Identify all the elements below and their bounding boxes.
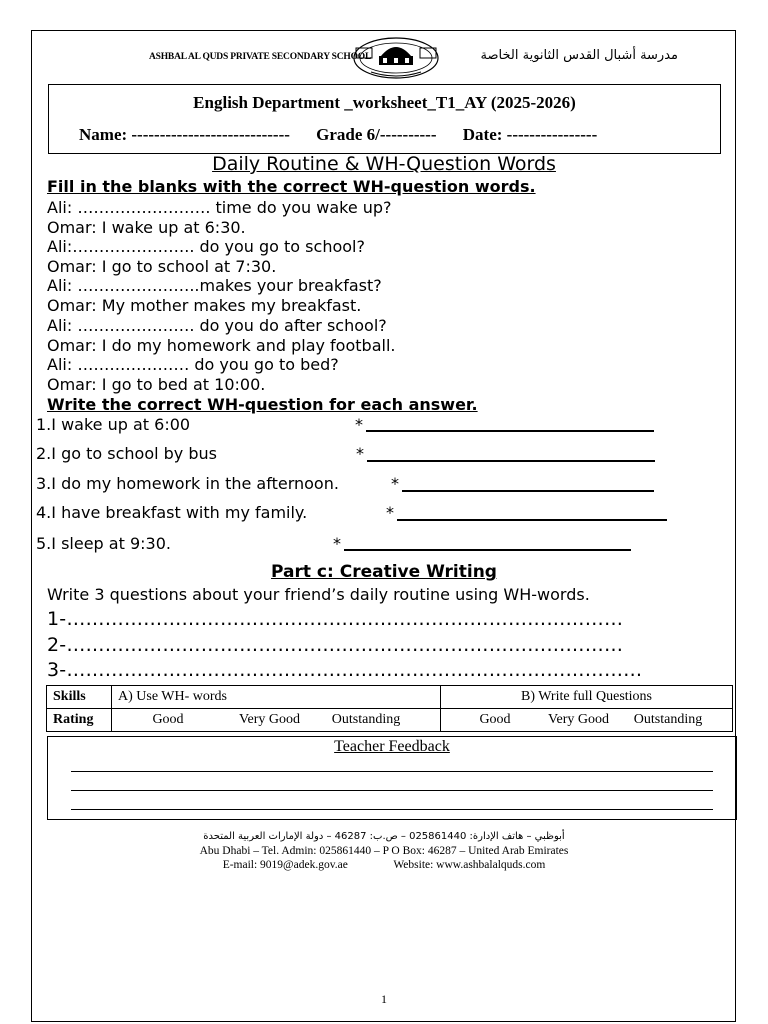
worksheet-title: Daily Routine & WH-Question Words — [212, 153, 556, 175]
dialogue-line: Ali: ……………………. time do you wake up? — [47, 198, 392, 217]
part-a-heading: Fill in the blanks with the correct WH-question words. — [47, 177, 536, 196]
rubric-table — [46, 685, 733, 732]
footer-contact — [0, 859, 768, 871]
answer-line[interactable] — [344, 549, 631, 551]
rating-option[interactable]: Good — [479, 712, 511, 727]
footer-address: Abu Dhabi – Tel. Admin: 025861440 – P O Box: 46287 – United Arab Emirates — [199, 845, 569, 857]
student-info-line — [79, 125, 619, 145]
part-b-heading: Write the correct WH-question for each answer. — [47, 395, 478, 414]
answer-line[interactable] — [402, 490, 654, 492]
answer-line[interactable] — [366, 430, 654, 432]
rating-option[interactable]: Good — [152, 712, 184, 727]
rating-label: Rating — [47, 709, 112, 732]
grade-field[interactable]: Grade 6/---------- — [316, 125, 437, 144]
writing-blank[interactable]: 2-…………………………………………………………………………… — [47, 634, 624, 656]
skill-b-label: B) Write full Questions — [441, 686, 733, 709]
answer-line[interactable] — [367, 460, 655, 462]
question-item: 2.I go to school by bus — [36, 444, 217, 463]
feedback-line[interactable] — [71, 771, 713, 772]
part-c-heading: Part c: Creative Writing — [271, 562, 497, 582]
dialogue-line: Omar: I go to school at 7:30. — [47, 257, 277, 276]
school-name-english: ASHBAL AL QUDS PRIVATE SECONDARY SCHOOL — [149, 52, 372, 62]
dialogue-line: Ali: …………………..makes your breakfast? — [47, 276, 382, 295]
rating-option[interactable]: Very Good — [547, 712, 610, 727]
page-number: 1 — [381, 992, 387, 1006]
answer-star: * — [356, 444, 364, 463]
rating-option[interactable]: Outstanding — [331, 712, 401, 727]
answer-star: * — [391, 474, 399, 493]
school-logo-icon — [351, 34, 441, 80]
writing-blank[interactable]: 1-…………………………………………………………………………… — [47, 608, 624, 630]
dialogue-line: Omar: I do my homework and play football. — [47, 336, 396, 355]
dialogue-line: Ali: ………………… do you go to bed? — [47, 355, 339, 374]
date-field[interactable]: Date: ---------------- — [462, 125, 598, 144]
rating-option[interactable]: Outstanding — [633, 712, 703, 727]
rubric-skills-row — [47, 686, 733, 709]
dialogue-line: Ali: …………………. do you do after school? — [47, 316, 387, 335]
skill-a-label: A) Use WH- words — [112, 686, 441, 709]
name-field[interactable]: Name: ---------------------------- — [79, 125, 290, 144]
department-title: English Department _worksheet_T1_AY (2025-2026) — [193, 93, 576, 112]
footer-email[interactable]: E-mail: 9019@adek.gov.ae — [222, 859, 348, 871]
skills-label: Skills — [47, 686, 112, 709]
dialogue-line: Omar: I go to bed at 10:00. — [47, 375, 266, 394]
rating-option[interactable]: Very Good — [238, 712, 301, 727]
answer-line[interactable] — [397, 519, 667, 521]
part-c-instruction: Write 3 questions about your friend’s daily routine using WH-words. — [47, 585, 590, 604]
footer-arabic: أبوظبي – هاتف الإدارة: 025861440 – ص.ب: 46287 – دولة الإمارات العربية المتحدة — [203, 831, 565, 842]
rating-options-b — [441, 709, 733, 732]
feedback-line[interactable] — [71, 809, 713, 810]
rating-options-a — [112, 709, 441, 732]
question-item: 4.I have breakfast with my family. — [36, 503, 308, 522]
dialogue-line: Omar: My mother makes my breakfast. — [47, 296, 362, 315]
dialogue-line: Omar: I wake up at 6:30. — [47, 218, 246, 237]
dialogue-line: Ali:………………….. do you go to school? — [47, 237, 365, 256]
rubric-rating-row — [47, 709, 733, 732]
question-item: 3.I do my homework in the afternoon. — [36, 474, 339, 493]
question-item: 1.I wake up at 6:00 — [36, 415, 191, 434]
feedback-line[interactable] — [71, 790, 713, 791]
question-item: 5.I sleep at 9:30. — [36, 534, 171, 553]
writing-blank[interactable]: 3-……………………………………………………………………………… — [47, 659, 643, 681]
school-header — [31, 34, 736, 84]
feedback-title: Teacher Feedback — [334, 738, 450, 755]
worksheet-info-box — [48, 84, 721, 154]
answer-star: * — [333, 534, 341, 553]
answer-star: * — [386, 503, 394, 522]
footer-website[interactable]: Website: www.ashbalalquds.com — [393, 859, 546, 871]
school-name-arabic: مدرسة أشبال القدس الثانوية الخاصة — [480, 48, 678, 63]
teacher-feedback-box — [47, 736, 737, 820]
answer-star: * — [355, 415, 363, 434]
